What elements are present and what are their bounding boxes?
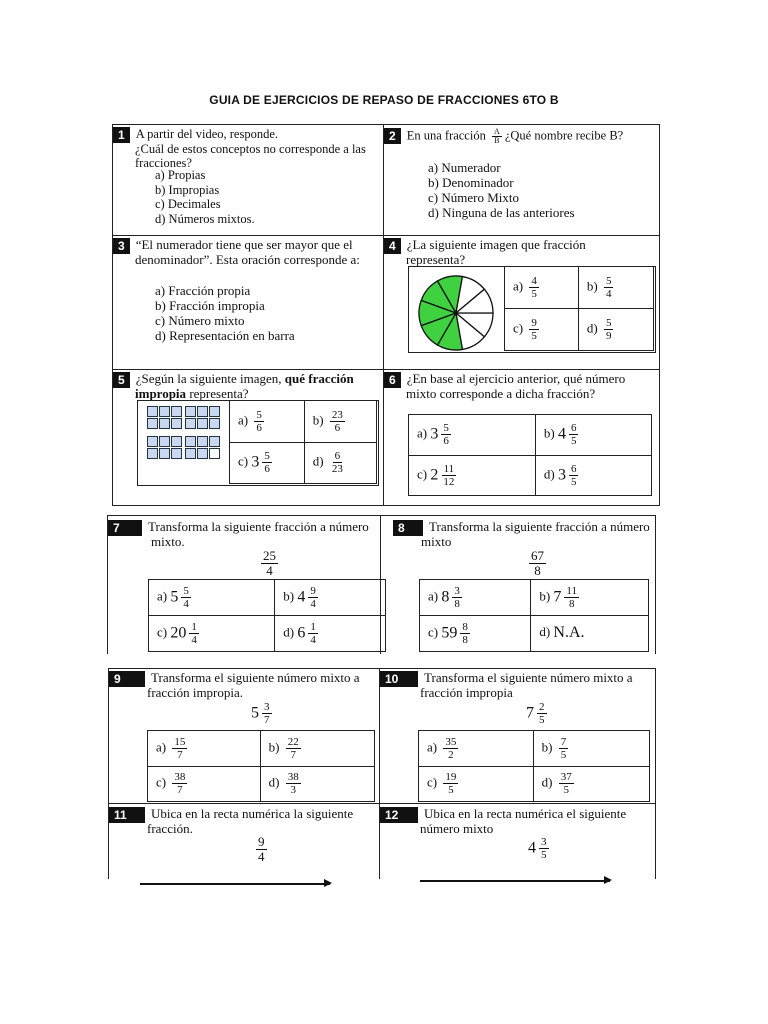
fraction-square [209,406,220,417]
fraction-square [171,406,182,417]
question-number: 3 [113,238,130,254]
exercise-block-3 [108,668,656,879]
fraction-numerator: A [493,127,500,136]
question-text: Ubica en la recta numérica el siguiente [424,806,627,821]
question-text: fracción impropia. [147,685,244,700]
answer-table [419,579,649,652]
question-4 [384,236,659,369]
fraction-square [171,418,182,429]
question-number: 6 [384,372,401,388]
fraction-square [147,406,158,417]
question-number: 7 [108,520,142,536]
fraction-block-figure [147,406,227,466]
number-line-arrow [140,883,330,885]
question-text: mixto [421,534,452,549]
option-c: c) $\frac{19}{5}$ [419,766,534,802]
option-a: a) $\frac{4}{5}$ [505,267,579,309]
question-number: 12 [380,807,418,823]
question-text: representa? [186,386,249,401]
fraction-square [159,406,170,417]
question-number: 4 [384,238,401,254]
option-b: b) Impropias [155,182,220,197]
option-c: c) Número mixto [155,313,245,328]
option-c: c) $\frac{9}{5}$ [505,309,579,351]
question-text: “El numerador tiene que ser mayor que el [135,237,353,252]
question-text-bold: impropia [135,386,187,401]
option-d: d) N.A. [531,616,649,652]
question-text: denominador”. Esta oración corresponde a: [135,252,360,267]
question-text: representa? [406,252,466,267]
fraction-square [171,436,182,447]
option-b: b) $\frac{23}{6}$ [304,401,376,443]
option-d: d) $\frac{37}{5}$ [533,766,649,802]
fraction-square [185,436,196,447]
option-a: a) 5 $\frac{5}{4}$ [149,580,275,616]
question-8 [381,516,655,654]
option-d: d) $\frac{6}{23}$ [304,442,376,484]
question-text: Transforma la siguiente fracción a número [148,519,369,534]
fraction-numerator: 2 [539,701,545,713]
option-b: b) $\frac{7}{5}$ [533,731,649,767]
question-number: 5 [113,372,130,388]
question-1 [113,125,383,235]
answer-table [229,400,377,484]
question-9 [109,669,379,803]
fraction-denominator: 4 [258,849,265,864]
fraction-numerator: 3 [541,836,547,848]
mixed-whole: 4 [528,839,536,857]
fraction-numerator: 9 [258,834,265,849]
fraction-numerator: 25 [263,548,276,563]
option-c: c) $\frac{38}{7}$ [148,766,261,802]
question-text: fracción impropia [420,685,513,700]
fraction-square [209,448,220,459]
option-d: d) 6 $\frac{1}{4}$ [275,616,386,652]
fraction-square [197,448,208,459]
option-c: c) Decimales [155,197,221,211]
fraction-pie-chart [416,273,496,353]
fraction-numerator: 3 [264,701,270,713]
fraction-square [147,448,158,459]
question-number: 8 [393,520,423,536]
question-text: ¿En base al ejercicio anterior, qué número [406,371,626,386]
question-text: mixto. [151,534,185,549]
option-a: a) $\frac{5}{6}$ [230,401,305,443]
fraction-square [197,436,208,447]
question-text: Transforma el siguiente número mixto a [424,670,633,685]
question-text: fracciones? [135,156,192,170]
option-a: a) 8 $\frac{3}{8}$ [420,580,531,616]
exercise-block-1 [112,124,660,506]
fraction-square [159,418,170,429]
question-text: ¿Cuál de estos conceptos no corresponde a las [135,142,366,156]
answer-table [504,266,654,351]
answer-table [418,730,650,802]
option-c: c) 20 $\frac{1}{4}$ [149,616,275,652]
option-a: a) Fracción propia [155,283,251,298]
question-2 [384,125,659,235]
option-a: a) Propias [155,168,206,182]
fraction-square [147,418,158,429]
question-number: 9 [109,671,145,687]
option-d: d) Representación en barra [155,328,295,343]
option-c: c) 2 $\frac{11}{12}$ [409,455,536,496]
option-c: c) 3 $\frac{5}{6}$ [230,442,305,484]
option-d: d) Ninguna de las anteriores [428,205,575,220]
option-b: b) Fracción impropia [155,298,265,313]
question-number: 1 [113,127,130,143]
option-d: d) 3 $\frac{6}{5}$ [535,455,651,496]
question-10 [380,669,655,803]
answer-table [408,414,652,496]
option-a: a) $\frac{35}{2}$ [419,731,534,767]
question-text: ¿La siguiente imagen que fracción [406,237,586,252]
option-c: c) Número Mixto [428,190,519,205]
question-5 [113,370,383,505]
question-3 [113,236,383,369]
fraction-square [185,406,196,417]
question-text: ¿Qué nombre recibe B? [504,128,624,143]
question-number: 2 [384,128,401,144]
option-d: d) $\frac{5}{9}$ [578,309,653,351]
fraction-numerator: 67 [531,548,544,563]
question-text: ¿Según la siguiente imagen, [135,371,285,386]
option-b: b) Denominador [428,175,514,190]
fraction-square [197,418,208,429]
option-b: b) 7 $\frac{11}{8}$ [531,580,649,616]
option-b: b) $\frac{5}{4}$ [578,267,653,309]
question-number: 11 [109,807,145,823]
fraction-denominator: B [494,136,500,145]
option-a: a) Numerador [428,160,501,175]
fraction-square [209,418,220,429]
question-7 [108,516,380,654]
number-line-arrow [420,880,610,882]
question-number: 10 [380,671,418,687]
fraction-denominator: 8 [534,563,541,578]
question-text: Transforma la siguiente fracción a número [429,519,650,534]
question-text: número mixto [420,821,494,836]
fraction-square [159,436,170,447]
option-d: d) Números mixtos. [155,211,255,226]
fraction-square [197,406,208,417]
fraction-square [209,436,220,447]
question-6 [384,370,659,505]
question-text: fracción. [147,821,193,836]
question-text-bold: qué fracción [284,371,354,386]
option-b: b) 4 $\frac{9}{4}$ [275,580,386,616]
option-c: c) 59 $\frac{8}{8}$ [420,616,531,652]
fraction-square [185,418,196,429]
question-11 [109,804,379,879]
fraction-square [147,436,158,447]
answer-table [147,730,375,802]
fraction-denominator: 4 [266,563,273,578]
page-title: GUIA DE EJERCICIOS DE REPASO DE FRACCIONES 6TO B [209,93,559,107]
exercise-block-2 [107,515,656,654]
option-d: d) $\frac{38}{3}$ [260,766,374,802]
question-text: Transforma el siguiente número mixto a [151,670,360,685]
fraction-square [159,448,170,459]
fraction-denominator: 7 [264,714,270,726]
mixed-whole: 5 [251,704,259,722]
option-a: a) 3 $\frac{5}{6}$ [409,415,536,456]
mixed-whole: 7 [526,704,534,722]
fraction-denominator: 5 [541,849,547,861]
question-12 [380,804,655,879]
question-text: Ubica en la recta numérica la siguiente [151,806,354,821]
question-text: En una fracción [406,128,486,143]
answer-table [148,579,386,652]
fraction-denominator: 5 [539,714,545,726]
question-text: A partir del video, responde. [135,127,279,141]
fraction-square [171,448,182,459]
question-text: mixto corresponde a dicha fracción? [406,386,596,401]
option-b: b) $\frac{22}{7}$ [260,731,374,767]
fraction-square [185,448,196,459]
option-b: b) 4 $\frac{6}{5}$ [535,415,651,456]
option-a: a) $\frac{15}{7}$ [148,731,261,767]
